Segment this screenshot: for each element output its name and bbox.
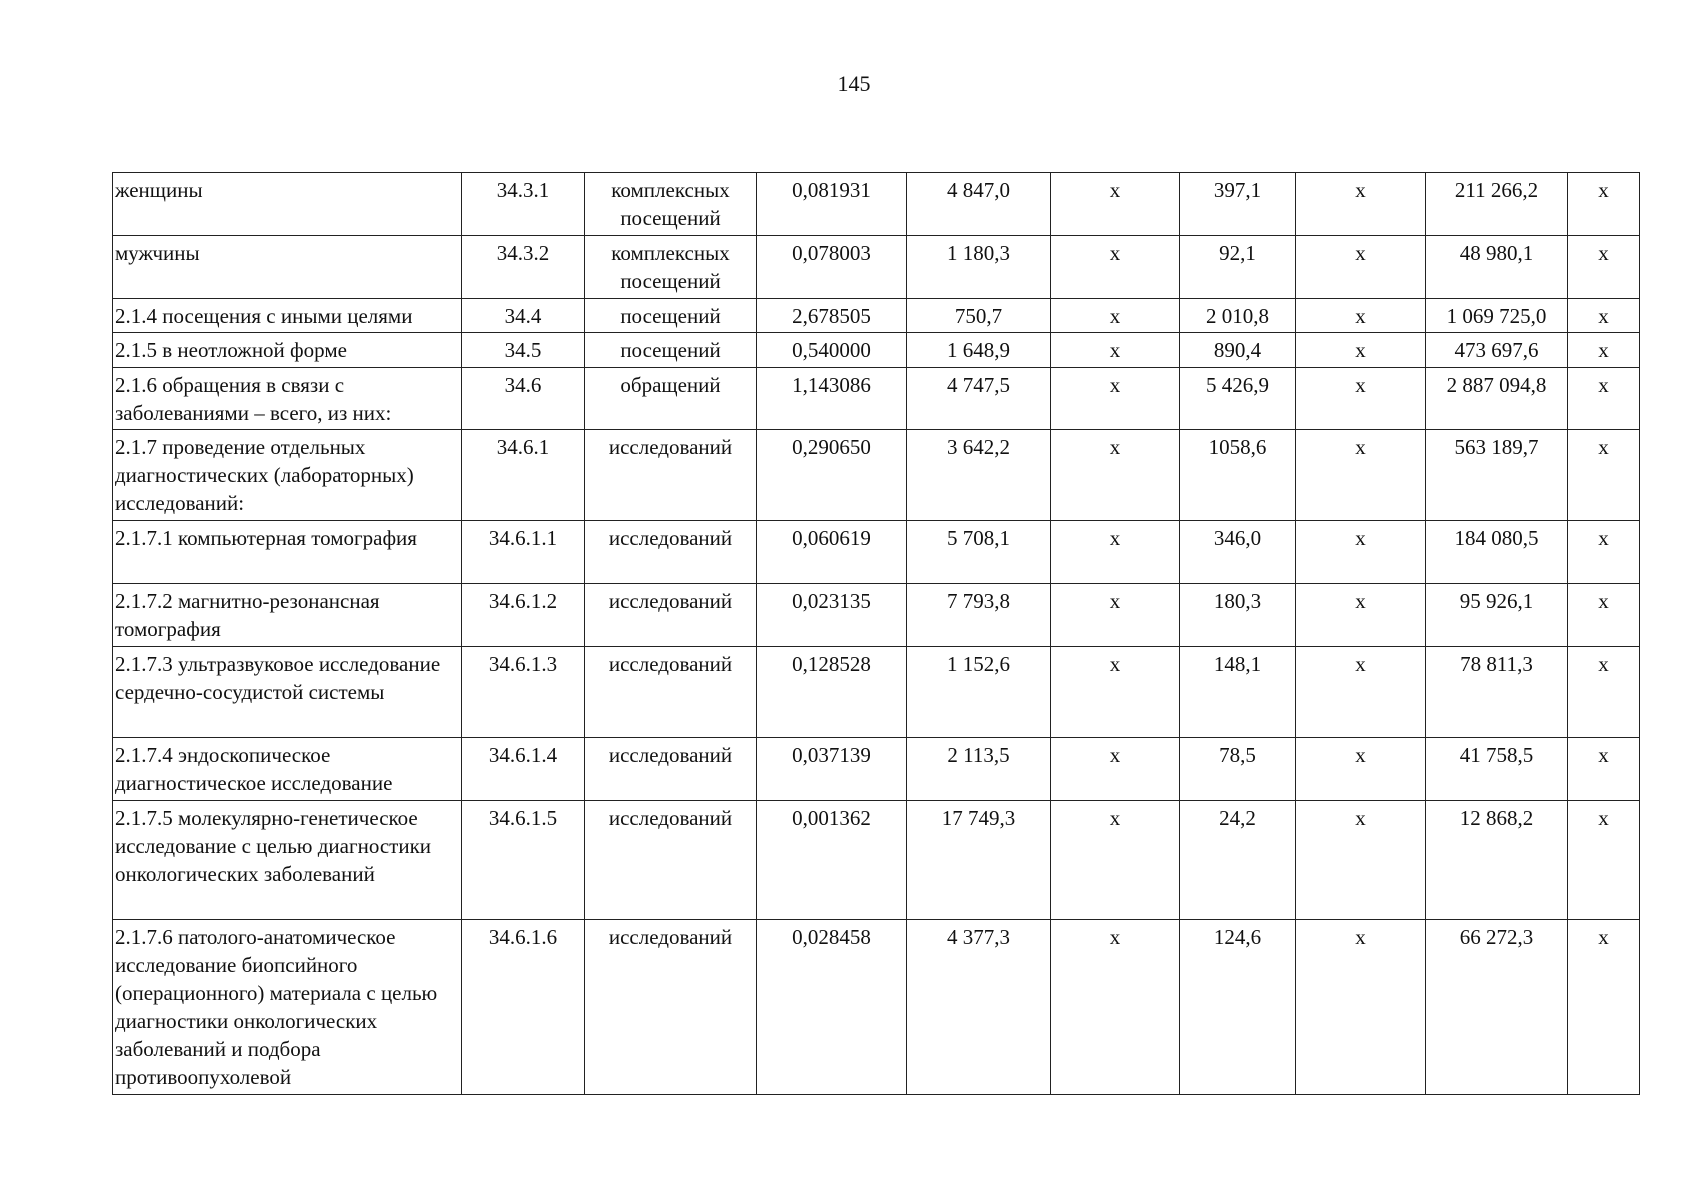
row-norm: 1,143086 <box>757 368 907 430</box>
row-unit: комплексных посещений <box>585 173 757 236</box>
row-col8: х <box>1296 647 1426 738</box>
row-code: 34.6.1.2 <box>462 584 585 647</box>
row-code: 34.4 <box>462 299 585 333</box>
row-total: 95 926,1 <box>1426 584 1568 647</box>
row-total: 41 758,5 <box>1426 738 1568 801</box>
row-cost: 17 749,3 <box>907 801 1051 920</box>
row-cost: 2 113,5 <box>907 738 1051 801</box>
row-cost: 1 180,3 <box>907 236 1051 299</box>
row-code: 34.6.1.4 <box>462 738 585 801</box>
row-unit: комплексных посещений <box>585 236 757 299</box>
row-name: 2.1.7.2 магнитно-резонансная томография <box>113 584 462 647</box>
row-code: 34.6.1.3 <box>462 647 585 738</box>
row-name: 2.1.7.5 молекулярно-генетическое исследование с целью диагностики онкологических заболеваний <box>113 801 462 920</box>
row-percap: 397,1 <box>1180 173 1296 236</box>
row-col8: х <box>1296 236 1426 299</box>
row-col6: х <box>1051 299 1180 333</box>
row-unit: исследований <box>585 430 757 521</box>
row-name: 2.1.7 проведение отдельных диагностических (лабораторных) исследований: <box>113 430 462 521</box>
row-col6: х <box>1051 236 1180 299</box>
row-norm: 0,037139 <box>757 738 907 801</box>
row-col8: х <box>1296 333 1426 368</box>
row-unit: посещений <box>585 333 757 368</box>
row-col8: х <box>1296 738 1426 801</box>
row-cost: 4 747,5 <box>907 368 1051 430</box>
row-name: 2.1.5 в неотложной форме <box>113 333 462 368</box>
row-col10: х <box>1568 920 1640 1095</box>
row-unit: исследований <box>585 521 757 584</box>
table-row <box>113 738 1640 801</box>
row-norm: 2,678505 <box>757 299 907 333</box>
row-name: мужчины <box>113 236 462 299</box>
row-total: 184 080,5 <box>1426 521 1568 584</box>
row-percap: 346,0 <box>1180 521 1296 584</box>
row-col8: х <box>1296 521 1426 584</box>
row-name: 2.1.6 обращения в связи с заболеваниями – всего, из них: <box>113 368 462 430</box>
row-percap: 92,1 <box>1180 236 1296 299</box>
row-total: 473 697,6 <box>1426 333 1568 368</box>
table-row <box>113 801 1640 920</box>
row-total: 1 069 725,0 <box>1426 299 1568 333</box>
row-norm: 0,078003 <box>757 236 907 299</box>
row-cost: 1 648,9 <box>907 333 1051 368</box>
row-percap: 1058,6 <box>1180 430 1296 521</box>
row-total: 78 811,3 <box>1426 647 1568 738</box>
row-name: 2.1.7.3 ультразвуковое исследование сердечно-сосудистой системы <box>113 647 462 738</box>
row-col6: х <box>1051 920 1180 1095</box>
row-percap: 5 426,9 <box>1180 368 1296 430</box>
row-norm: 0,081931 <box>757 173 907 236</box>
table-row <box>113 368 1640 430</box>
row-col6: х <box>1051 801 1180 920</box>
row-col8: х <box>1296 368 1426 430</box>
row-col6: х <box>1051 647 1180 738</box>
row-col8: х <box>1296 430 1426 521</box>
row-name: 2.1.7.4 эндоскопическое диагностическое исследование <box>113 738 462 801</box>
row-norm: 0,060619 <box>757 521 907 584</box>
row-col8: х <box>1296 920 1426 1095</box>
table-row <box>113 521 1640 584</box>
row-percap: 890,4 <box>1180 333 1296 368</box>
row-norm: 0,001362 <box>757 801 907 920</box>
row-norm: 0,290650 <box>757 430 907 521</box>
row-code: 34.3.2 <box>462 236 585 299</box>
row-percap: 78,5 <box>1180 738 1296 801</box>
row-col6: х <box>1051 584 1180 647</box>
row-cost: 1 152,6 <box>907 647 1051 738</box>
row-col6: х <box>1051 521 1180 584</box>
row-norm: 0,540000 <box>757 333 907 368</box>
row-unit: исследований <box>585 920 757 1095</box>
row-col10: х <box>1568 584 1640 647</box>
row-col6: х <box>1051 173 1180 236</box>
row-code: 34.6 <box>462 368 585 430</box>
row-total: 563 189,7 <box>1426 430 1568 521</box>
row-col8: х <box>1296 173 1426 236</box>
row-col10: х <box>1568 521 1640 584</box>
row-percap: 180,3 <box>1180 584 1296 647</box>
table-row <box>113 173 1640 236</box>
row-norm: 0,128528 <box>757 647 907 738</box>
row-name: женщины <box>113 173 462 236</box>
row-col8: х <box>1296 801 1426 920</box>
row-name: 2.1.7.1 компьютерная томография <box>113 521 462 584</box>
row-cost: 7 793,8 <box>907 584 1051 647</box>
row-col10: х <box>1568 333 1640 368</box>
table-row <box>113 430 1640 521</box>
row-name: 2.1.4 посещения с иными целями <box>113 299 462 333</box>
row-norm: 0,023135 <box>757 584 907 647</box>
row-total: 211 266,2 <box>1426 173 1568 236</box>
row-total: 12 868,2 <box>1426 801 1568 920</box>
row-cost: 4 847,0 <box>907 173 1051 236</box>
table-body <box>113 173 1640 1095</box>
row-col6: х <box>1051 368 1180 430</box>
table-row <box>113 647 1640 738</box>
row-col10: х <box>1568 801 1640 920</box>
row-total: 48 980,1 <box>1426 236 1568 299</box>
row-total: 66 272,3 <box>1426 920 1568 1095</box>
row-col6: х <box>1051 333 1180 368</box>
row-code: 34.3.1 <box>462 173 585 236</box>
table-row <box>113 236 1640 299</box>
row-cost: 5 708,1 <box>907 521 1051 584</box>
row-percap: 24,2 <box>1180 801 1296 920</box>
row-percap: 2 010,8 <box>1180 299 1296 333</box>
row-code: 34.5 <box>462 333 585 368</box>
table-row <box>113 299 1640 333</box>
page-number: 145 <box>837 71 871 96</box>
row-cost: 4 377,3 <box>907 920 1051 1095</box>
row-col10: х <box>1568 368 1640 430</box>
row-col10: х <box>1568 236 1640 299</box>
row-total: 2 887 094,8 <box>1426 368 1568 430</box>
financing-table <box>112 172 1640 1095</box>
row-col10: х <box>1568 738 1640 801</box>
row-percap: 148,1 <box>1180 647 1296 738</box>
table-row <box>113 584 1640 647</box>
table-row <box>113 333 1640 368</box>
row-cost: 3 642,2 <box>907 430 1051 521</box>
row-name: 2.1.7.6 патолого-анатомическое исследование биопсийного (операционного) материала с целью диагностики онкологических заболеваний и подбора противоопухолевой <box>113 920 462 1095</box>
row-code: 34.6.1 <box>462 430 585 521</box>
row-unit: исследований <box>585 647 757 738</box>
table-row <box>113 920 1640 1095</box>
row-unit: исследований <box>585 801 757 920</box>
row-unit: обращений <box>585 368 757 430</box>
row-unit: исследований <box>585 738 757 801</box>
row-code: 34.6.1.6 <box>462 920 585 1095</box>
row-col6: х <box>1051 738 1180 801</box>
row-col10: х <box>1568 430 1640 521</box>
row-col8: х <box>1296 584 1426 647</box>
row-col10: х <box>1568 299 1640 333</box>
row-percap: 124,6 <box>1180 920 1296 1095</box>
row-code: 34.6.1.5 <box>462 801 585 920</box>
row-norm: 0,028458 <box>757 920 907 1095</box>
row-unit: посещений <box>585 299 757 333</box>
row-col8: х <box>1296 299 1426 333</box>
row-code: 34.6.1.1 <box>462 521 585 584</box>
row-cost: 750,7 <box>907 299 1051 333</box>
row-col6: х <box>1051 430 1180 521</box>
row-col10: х <box>1568 173 1640 236</box>
row-unit: исследований <box>585 584 757 647</box>
row-col10: х <box>1568 647 1640 738</box>
